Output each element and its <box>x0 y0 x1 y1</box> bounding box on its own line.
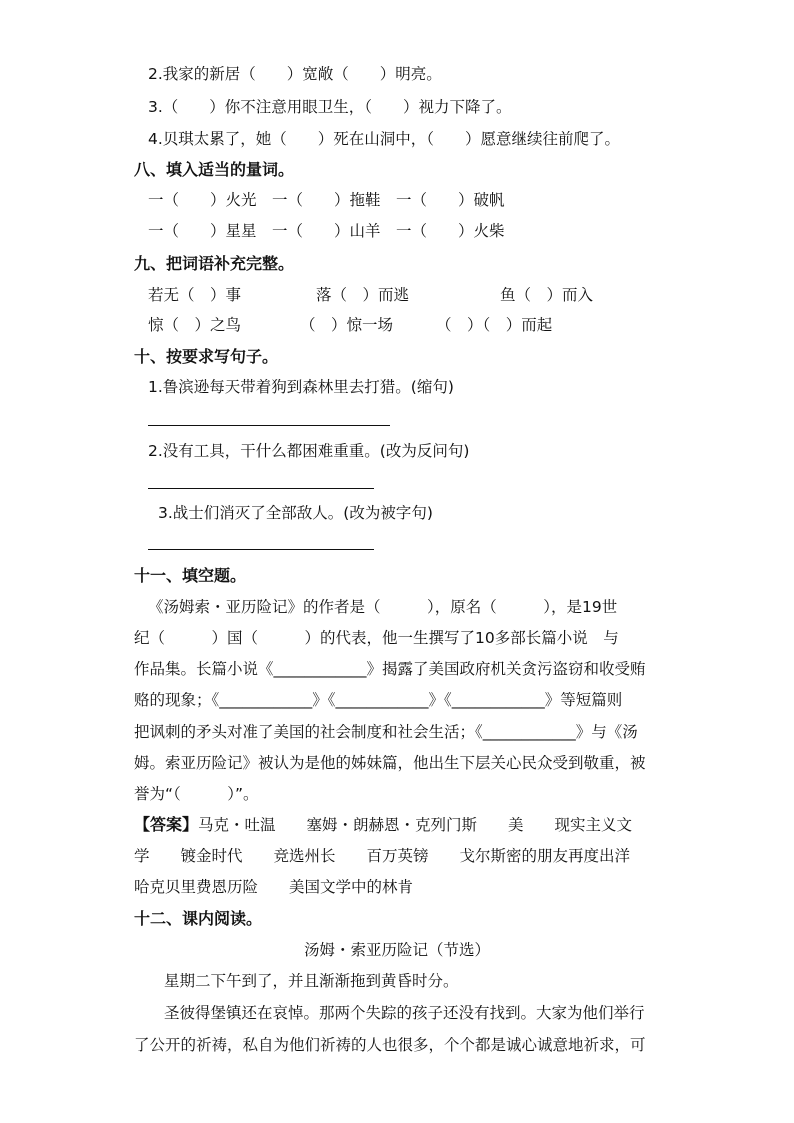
idiom-5: （ ）惊一场 <box>300 316 394 334</box>
passage-line-1: 星期二下午到了，并且渐渐拖到黄昏时分。 <box>164 972 459 990</box>
measure-word-row-2: 一（ ）星星 一（ ）山羊 一（ ）火柴 <box>148 222 505 240</box>
answer-text-2: 学 镀金时代 竞选州长 百万英镑 戈尔斯密的朋友再度出洋 <box>134 847 631 865</box>
section-12-title: 十二、课内阅读。 <box>134 909 263 928</box>
answer-text-1: 马克・吐温 塞姆・朗赫恩・克列门斯 美 现实主义文 <box>198 816 633 834</box>
answer-label: 【答案】 <box>134 815 199 834</box>
passage-line-2: 圣彼得堡镇还在哀悼。那两个失踪的孩子还没有找到。大家为他们举行 <box>164 1004 645 1022</box>
idiom-4: 惊（ ）之鸟 <box>148 316 242 334</box>
idiom-6: （ ）（ ）而起 <box>436 316 553 334</box>
fill-line-1: 《汤姆索・亚历险记》的作者是（ ），原名（ ），是19世 <box>148 598 618 616</box>
passage-line-3: 了公开的祈祷，私自为他们祈祷的人也很多，个个都是诚心诚意地祈求，可 <box>134 1036 646 1054</box>
sentence-item-4: 4.贝琪太累了，她（ ）死在山洞中，（ ）愿意继续往前爬了。 <box>148 130 621 148</box>
fill-line-3: 作品集。长篇小说《____________》揭露了美国政府机关贪污盗窃和收受贿 <box>134 660 646 678</box>
sentence-item-3: 3.（ ）你不注意用眼卫生，（ ）视力下降了。 <box>148 98 512 116</box>
answer-text-3: 哈克贝里费恩历险 美国文学中的林肯 <box>134 878 414 896</box>
idiom-2: 落（ ）而逃 <box>316 286 410 304</box>
answer-line-3[interactable] <box>148 549 374 550</box>
section-11-title: 十一、填空题。 <box>134 566 247 585</box>
rewrite-question-2: 2.没有工具，干什么都困难重重。(改为反问句) <box>148 442 470 460</box>
section-10-title: 十、按要求写句子。 <box>134 347 279 366</box>
answer-line-1[interactable] <box>148 425 390 426</box>
answer-line-2[interactable] <box>148 488 374 489</box>
section-8-title: 八、填入适当的量词。 <box>134 160 295 179</box>
passage-title: 汤姆・索亚历险记（节选） <box>303 941 490 959</box>
rewrite-question-1: 1.鲁滨逊每天带着狗到森林里去打猎。(缩句) <box>148 378 454 396</box>
fill-line-2: 纪（ ）国（ ）的代表，他一生撰写了10多部长篇小说 与 <box>134 629 619 647</box>
fill-line-4: 赂的现象；《____________》《____________》《____________》等短篇则 <box>134 691 623 709</box>
section-9-title: 九、把词语补充完整。 <box>134 254 295 273</box>
fill-line-7: 誉为“（ ）”。 <box>134 785 259 803</box>
idiom-3: 鱼（ ）而入 <box>500 286 594 304</box>
measure-word-row-1: 一（ ）火光 一（ ）拖鞋 一（ ）破帆 <box>148 191 505 209</box>
idiom-1: 若无（ ）事 <box>148 286 242 304</box>
rewrite-question-3: 3.战士们消灭了全部敌人。(改为被字句) <box>158 504 433 522</box>
fill-line-5: 把讽刺的矛头对准了美国的社会制度和社会生活；《____________》与《汤 <box>134 723 638 741</box>
fill-line-6: 姆。索亚历险记》被认为是他的姊妹篇，他出生下层关心民众受到敬重，被 <box>134 754 646 772</box>
answer-block-line-1 <box>134 815 632 835</box>
sentence-item-2: 2.我家的新居（ ）宽敞（ ）明亮。 <box>148 65 442 83</box>
